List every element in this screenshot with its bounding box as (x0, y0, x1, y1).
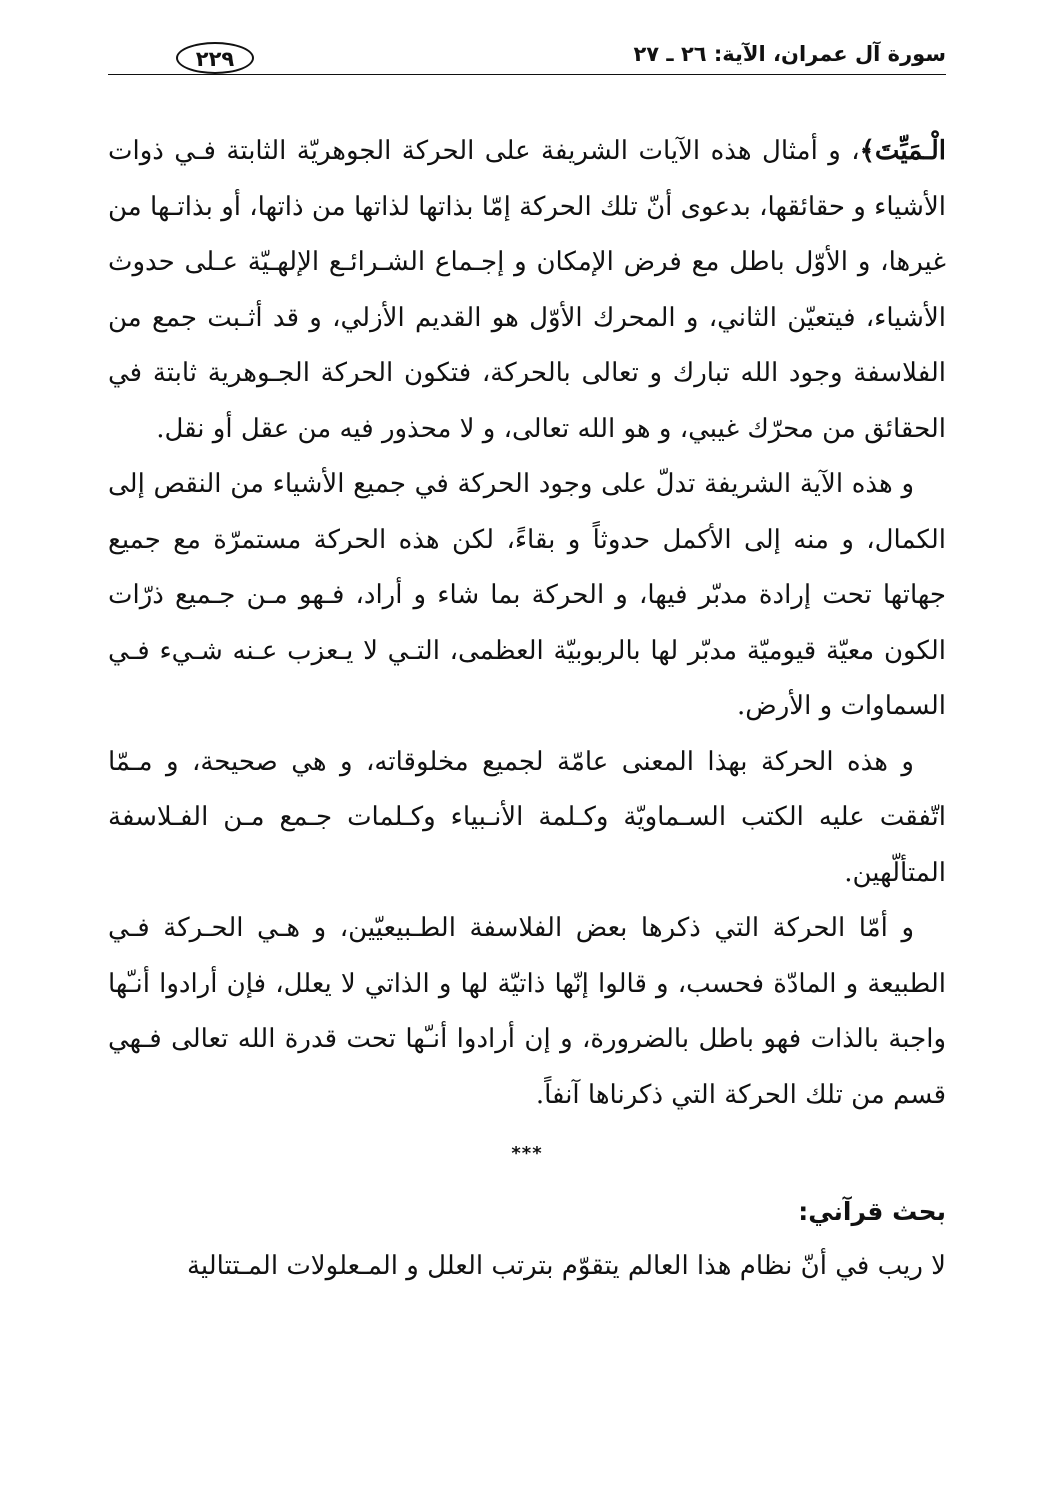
header-rule (108, 74, 946, 75)
quran-verse-ending: الْـمَيِّتَ﴾ (859, 136, 946, 166)
section-heading: بحث قرآني: (798, 1197, 946, 1226)
page-number: ٢٢٩ (176, 42, 254, 74)
paragraph-4: و أمّا الحركة التي ذكرها بعض الفلاسفة الطـبيعيّين، و هـي الحـركة فـي الطبيعة و المادّة فحسب، و قالوا إنّها ذاتيّة لها و الذاتي لا يعلل، فإن أرادوا أنـّها واجبة بالذات فهو باطل بالضرورة، و إن أرادوا أنـّها تحت قدرة الله تعالى فـهي قسم من تلك الحركة التي ذكرناها آنفاً. (108, 913, 946, 1110)
page-header (108, 38, 946, 84)
paragraph-3: و هذه الحركة بهذا المعنى عامّة لجميع مخلوقاته، و هي صحيحة، و مـمّا اتّفقت عليه الكتب السـماويّة وكـلمة الأنـبياء وكـلمات جـمع مـن الفـلاسفة المتألّهين. (108, 746, 946, 888)
paragraph-5: لا ريب في أنّ نظام هذا العالم يتقوّم بترتب العلل و المـعلولات المـتتالية (186, 1251, 946, 1281)
section-separator: *** (511, 1143, 543, 1164)
paragraph-1-text: ، و أمثال هذه الآيات الشريفة على الحركة الجوهريّة الثابتة فـي ذوات الأشياء و حقائقها، بدعوى أنّ تلك الحركة إمّا بذاتها لذاتها من ذاتها، أو بذاتـها من غيرها، و الأوّل باطل مع فرض الإمكان و إجـماع الشـرائـع الإلهـيّة عـلى حدوث الأشياء، فيتعيّن الثاني، و المحرك الأوّل هو القديم الأزلي، و قد أثـبت جمع من الفلاسفة وجود الله تبارك و تعالى بالحركة، فتكون الحركة الجـوهرية ثابتة في الحقائق من محرّك غيبي، و هو الله تعالى، و لا محذور فيه من عقل أو نقل. (108, 136, 946, 444)
page-body (108, 124, 946, 1295)
paragraph-2: و هذه الآية الشريفة تدلّ على وجود الحركة في جميع الأشياء من النقص إلى الكمال، و منه إلى الأكمل حدوثاً و بقاءً، لكن هذه الحركة مستمرّة مع جميع جهاتها تحت إرادة مدبّر فيها، و الحركة بما شاء و أراد، فـهو مـن جـميع ذرّات الكون معيّة قيوميّة مدبّر لها بالربوبيّة العظمى، التـي لا يـعزب عـنه شـيء فـي السماوات و الأرض. (108, 469, 946, 721)
running-title: سورة آل عمران، الآية: ٢٦ ـ ٢٧ (633, 42, 946, 66)
paragraph-1 (108, 124, 946, 457)
